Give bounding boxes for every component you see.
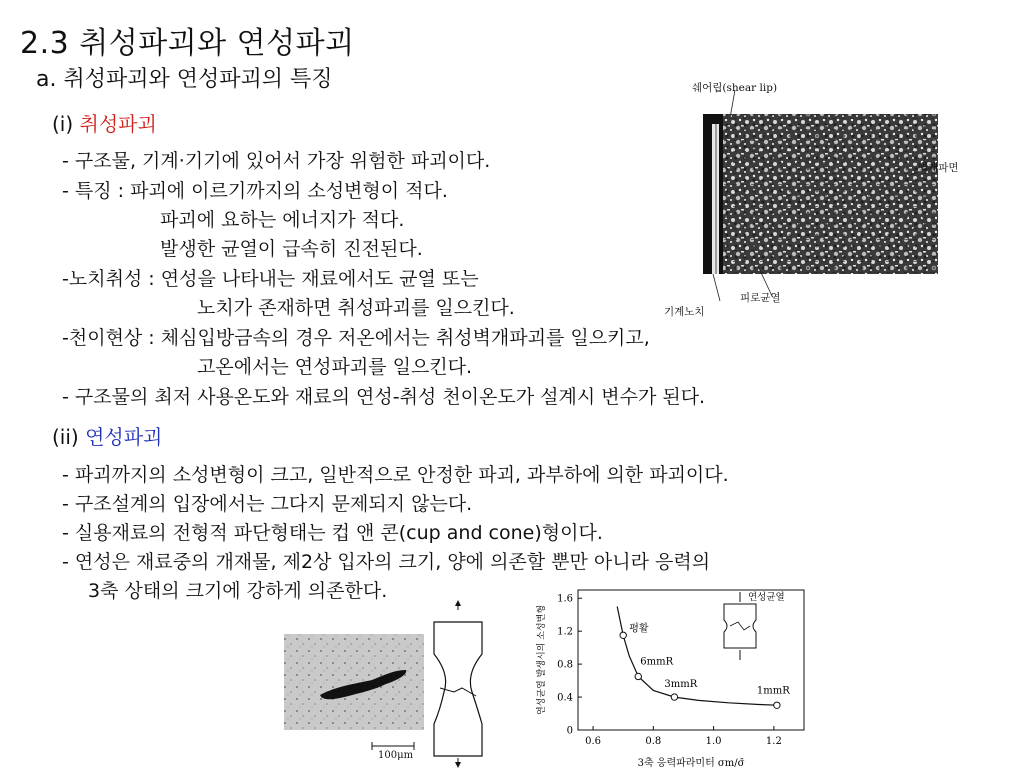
ductile-line: - 파괴까지의 소성변형이 크고, 일반적으로 안정한 파괴, 과부하에 의한 파괴이다. bbox=[62, 464, 729, 486]
data-point bbox=[774, 702, 780, 708]
plot-frame bbox=[578, 590, 804, 730]
x-tick-label: 0.6 bbox=[585, 736, 602, 747]
y-tick-label: 1.2 bbox=[557, 626, 573, 638]
x-tick-label: 0.8 bbox=[645, 736, 662, 747]
data-point-label: 6mmR bbox=[640, 656, 674, 668]
shear-lip-label: 쉐어립(shear lip) bbox=[692, 82, 778, 94]
data-point-label: 1mmR bbox=[756, 685, 790, 697]
y-axis-label: 연성균열 발생시의 소성변형 bbox=[537, 604, 547, 716]
tensile-specimen-shape bbox=[434, 622, 482, 756]
brittle-heading bbox=[52, 108, 157, 137]
brittle-line: 고온에서는 연성파괴를 일으킨다. bbox=[197, 356, 473, 378]
inset-label: 연성균열 bbox=[748, 592, 785, 603]
scale-bar-label: 100μm bbox=[378, 750, 414, 761]
brittle-line: - 구조물, 기계·기기에 있어서 가장 위험한 파괴이다. bbox=[62, 150, 491, 172]
ductile-line: 3축 상태의 크기에 강하게 의존한다. bbox=[88, 580, 388, 602]
y-tick-label: 0.8 bbox=[557, 659, 573, 671]
brittle-line: -천이현상 : 체심입방금속의 경우 저온에서는 취성벽개파괴를 일으키고, bbox=[62, 327, 650, 349]
ductile-line: - 연성은 재료중의 개재물, 제2상 입자의 크기, 양에 의존할 뿐만 아니라 응력의 bbox=[62, 551, 711, 573]
data-point bbox=[671, 694, 677, 700]
x-tick-label: 1.2 bbox=[765, 736, 782, 747]
ductile-heading bbox=[52, 421, 162, 450]
data-point-label: 3mmR bbox=[664, 679, 698, 691]
inset-crack bbox=[730, 622, 750, 630]
data-point bbox=[620, 632, 626, 638]
fracture-surface-figure bbox=[660, 76, 980, 326]
brittle-heading-prefix: (i) bbox=[52, 112, 80, 136]
chart-svg bbox=[528, 582, 814, 768]
ductile-heading-label: 연성파괴 bbox=[85, 425, 163, 449]
data-point bbox=[635, 673, 641, 679]
ductile-heading-prefix: (ii) bbox=[52, 425, 86, 449]
brittle-line: -노치취성 : 연성을 나타내는 재료에서도 균열 또는 bbox=[62, 268, 479, 290]
brittle-line: 파괴에 요하는 에너지가 적다. bbox=[160, 209, 405, 231]
brittle-line: - 특징 : 파괴에 이르기까지의 소성변형이 적다. bbox=[62, 180, 448, 202]
y-tick-label: 0.4 bbox=[557, 692, 573, 704]
inset-specimen bbox=[724, 604, 756, 648]
section-subtitle: a. 취성파괴와 연성파괴의 특징 bbox=[36, 67, 333, 92]
brittle-line: 노치가 존재하면 취성파괴를 일으킨다. bbox=[197, 297, 515, 319]
ductile-line: - 구조설계의 입장에서는 그다지 문제되지 않는다. bbox=[62, 493, 473, 515]
brittle-line: 발생한 균열이 급속히 진전된다. bbox=[160, 238, 423, 260]
x-tick-label: 1.0 bbox=[705, 736, 722, 747]
triaxiality-chart bbox=[528, 582, 814, 768]
micrograph-figure bbox=[282, 600, 502, 768]
data-point-label: 평활 bbox=[629, 623, 649, 635]
fracture-surface-photo bbox=[660, 76, 980, 326]
micrograph-photo bbox=[282, 600, 502, 768]
brittle-heading-label: 취성파괴 bbox=[79, 112, 157, 136]
y-tick-label: 0 bbox=[566, 725, 573, 737]
brittle-line: - 구조물의 최저 사용온도와 재료의 연성-취성 천이온도가 설계시 변수가 된다. bbox=[62, 386, 706, 408]
machined-notch-label: 기계노치 bbox=[664, 306, 705, 318]
x-axis-label: 3축 응력파라미터 σm/σ̄ bbox=[637, 758, 745, 768]
ductile-line: - 실용재료의 전형적 파단형태는 컵 앤 콘(cup and cone)형이다. bbox=[62, 522, 603, 544]
cleavage-surface-label: 벽개파면 bbox=[918, 162, 959, 174]
y-tick-label: 1.6 bbox=[557, 593, 573, 605]
page-title: 2.3 취성파괴와 연성파괴 bbox=[20, 26, 355, 61]
fatigue-crack-label: 피로균열 bbox=[740, 292, 781, 304]
